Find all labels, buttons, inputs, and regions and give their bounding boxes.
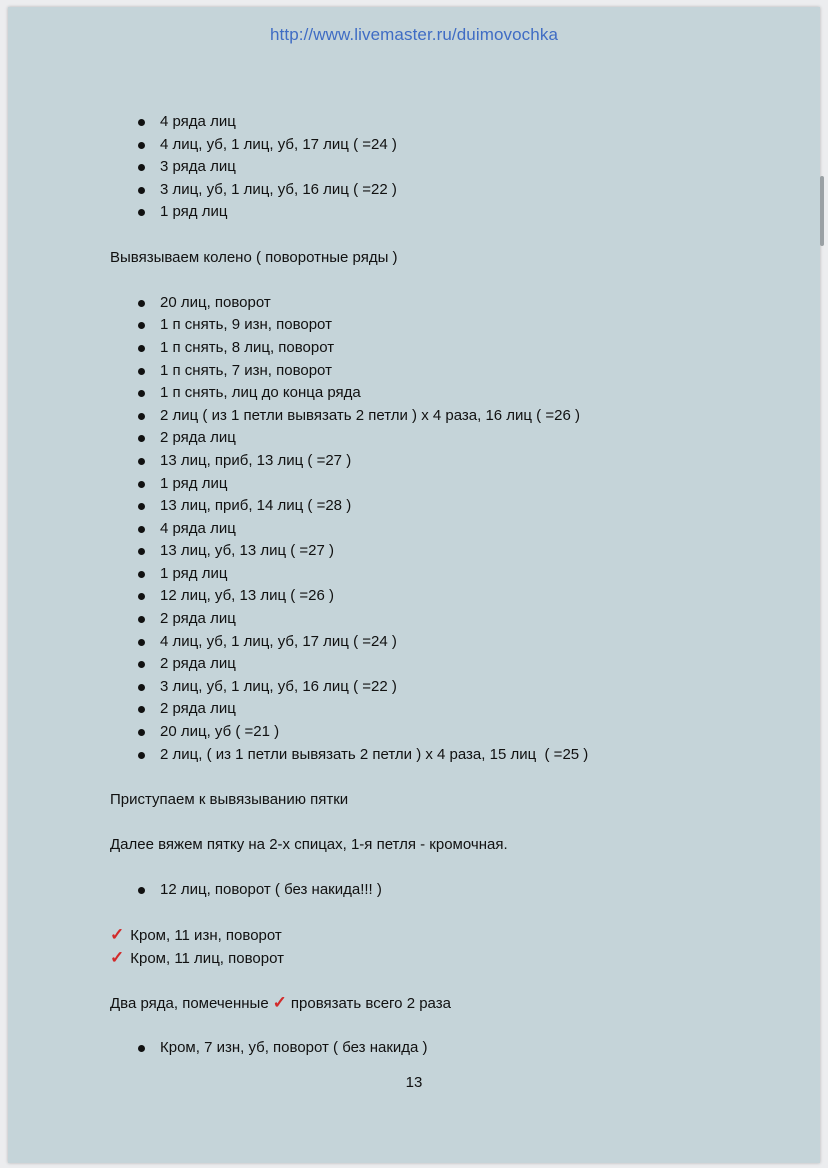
list-item-text: 1 п снять, 7 изн, поворот: [160, 361, 332, 379]
list-item: [110, 676, 790, 699]
row-list-3: [110, 879, 790, 902]
list-item: [110, 563, 790, 586]
list-item-text: 4 лиц, уб, 1 лиц, уб, 17 лиц ( =24 ): [160, 632, 397, 650]
list-item-text: 2 лиц ( из 1 петли вывязать 2 петли ) х 4 раза, 16 лиц ( =26 ): [160, 406, 580, 424]
bullet-icon: [138, 1045, 145, 1052]
list-item: [110, 744, 790, 767]
list-item: [110, 698, 790, 721]
list-item-text: 20 лиц, уб ( =21 ): [160, 723, 280, 741]
list-item: [110, 134, 790, 157]
bullet-icon: [138, 887, 145, 894]
heel-heading: Приступаем к вывязыванию пятки: [110, 790, 349, 808]
bullet-icon: [138, 571, 145, 578]
list-item-text: 4 лиц, уб, 1 лиц, уб, 17 лиц ( =24 ): [160, 135, 397, 153]
bullet-icon: [138, 639, 145, 646]
page-number: 13: [405, 1074, 423, 1091]
list-item-text: 13 лиц, приб, 14 лиц ( =28 ): [160, 497, 352, 515]
bullet-icon: [138, 390, 145, 397]
checked-row-text: Кром, 11 лиц, поворот: [130, 949, 284, 967]
list-item-text: 3 лиц, уб, 1 лиц, уб, 16 лиц ( =22 ): [160, 180, 397, 198]
list-item: [110, 540, 790, 563]
bullet-icon: [138, 142, 145, 149]
bullet-icon: [138, 752, 145, 759]
bullet-icon: [138, 322, 145, 329]
list-item: [110, 608, 790, 631]
row-list-1: [110, 111, 790, 224]
list-item-text: 1 ряд лиц: [160, 474, 228, 492]
list-item: [110, 111, 790, 134]
bullet-icon: [138, 164, 145, 171]
row-list-2: [110, 292, 790, 766]
list-item-text: 4 ряда лиц: [160, 519, 236, 537]
bullet-icon: [138, 345, 145, 352]
list-item-text: 1 ряд лиц: [160, 203, 228, 221]
list-item: [110, 653, 790, 676]
list-item-text: 3 ряда лиц: [160, 158, 236, 176]
list-item: [110, 360, 790, 383]
list-item: [110, 585, 790, 608]
list-item-text: 1 п снять, 8 лиц, поворот: [160, 338, 335, 356]
checkmark-icon: ✓: [272, 993, 287, 1013]
bullet-icon: [138, 481, 145, 488]
list-item-text: 12 лиц, поворот ( без накида!!! ): [160, 881, 382, 899]
bullet-icon: [138, 548, 145, 555]
list-item-text: 13 лиц, приб, 13 лиц ( =27 ): [160, 451, 352, 469]
checkmark-icon: ✓: [110, 925, 125, 945]
bullet-icon: [138, 684, 145, 691]
row-list-4: [110, 1037, 790, 1060]
list-item-text: 2 ряда лиц: [160, 655, 236, 673]
list-item-text: 1 п снять, лиц до конца ряда: [160, 384, 361, 402]
heel-note: Далее вяжем пятку на 2-х спицах, 1-я петля - кромочная.: [110, 836, 508, 853]
bullet-icon: [138, 187, 145, 194]
bullet-icon: [138, 435, 145, 442]
bullet-icon: [138, 706, 145, 713]
list-item-text: Кром, 7 изн, уб, поворот ( без накида ): [160, 1039, 428, 1057]
list-item: [110, 473, 790, 496]
list-item: [110, 427, 790, 450]
list-item: [110, 495, 790, 518]
repeat-note: [110, 992, 790, 1015]
list-item: [110, 337, 790, 360]
list-item-text: 3 лиц, уб, 1 лиц, уб, 16 лиц ( =22 ): [160, 677, 397, 695]
bullet-icon: [138, 616, 145, 623]
list-item-text: 20 лиц, поворот: [160, 293, 271, 311]
checked-row: [110, 924, 790, 947]
page-content: [110, 111, 790, 1060]
list-item: [110, 879, 790, 902]
bullet-icon: [138, 503, 145, 510]
bullet-icon: [138, 729, 145, 736]
list-item-text: 2 ряда лиц: [160, 700, 236, 718]
bullet-icon: [138, 413, 145, 420]
list-item: [110, 721, 790, 744]
bullet-icon: [138, 300, 145, 307]
knee-heading: Вывязываем колено ( поворотные ряды ): [110, 248, 398, 266]
list-item-text: 2 ряда лиц: [160, 429, 236, 447]
repeat-note-after: провязать всего 2 раза: [290, 995, 451, 1013]
header-url-link[interactable]: http://www.livemaster.ru/duimovochka: [270, 25, 558, 44]
list-item: [110, 179, 790, 202]
checked-row: [110, 947, 790, 970]
list-item: [110, 314, 790, 337]
list-item: [110, 405, 790, 428]
bullet-icon: [138, 119, 145, 126]
list-item-text: 13 лиц, уб, 13 лиц ( =27 ): [160, 542, 335, 560]
list-item-text: 2 лиц, ( из 1 петли вывязать 2 петли ) х 4 раза, 15 лиц ( =25 ): [160, 745, 589, 763]
document-page: [8, 7, 820, 1163]
list-item-text: 12 лиц, уб, 13 лиц ( =26 ): [160, 587, 335, 605]
list-item: [110, 382, 790, 405]
bullet-icon: [138, 368, 145, 375]
list-item: [110, 1037, 790, 1060]
bullet-icon: [138, 526, 145, 533]
list-item: [110, 156, 790, 179]
list-item-text: 2 ряда лиц: [160, 610, 236, 628]
list-item-text: 1 ряд лиц: [160, 564, 228, 582]
bullet-icon: [138, 661, 145, 668]
list-item: [110, 631, 790, 654]
list-item: [110, 518, 790, 541]
repeat-note-before: Два ряда, помеченные: [110, 995, 269, 1013]
list-item: [110, 450, 790, 473]
checkmark-icon: ✓: [110, 947, 125, 967]
list-item-text: 4 ряда лиц: [160, 113, 236, 130]
checked-row-text: Кром, 11 изн, поворот: [130, 927, 282, 945]
bullet-icon: [138, 593, 145, 600]
list-item-text: 1 п снять, 9 изн, поворот: [160, 316, 332, 334]
bullet-icon: [138, 209, 145, 216]
list-item: [110, 292, 790, 315]
bullet-icon: [138, 458, 145, 465]
scrollbar[interactable]: [820, 176, 824, 246]
list-item: [110, 201, 790, 224]
